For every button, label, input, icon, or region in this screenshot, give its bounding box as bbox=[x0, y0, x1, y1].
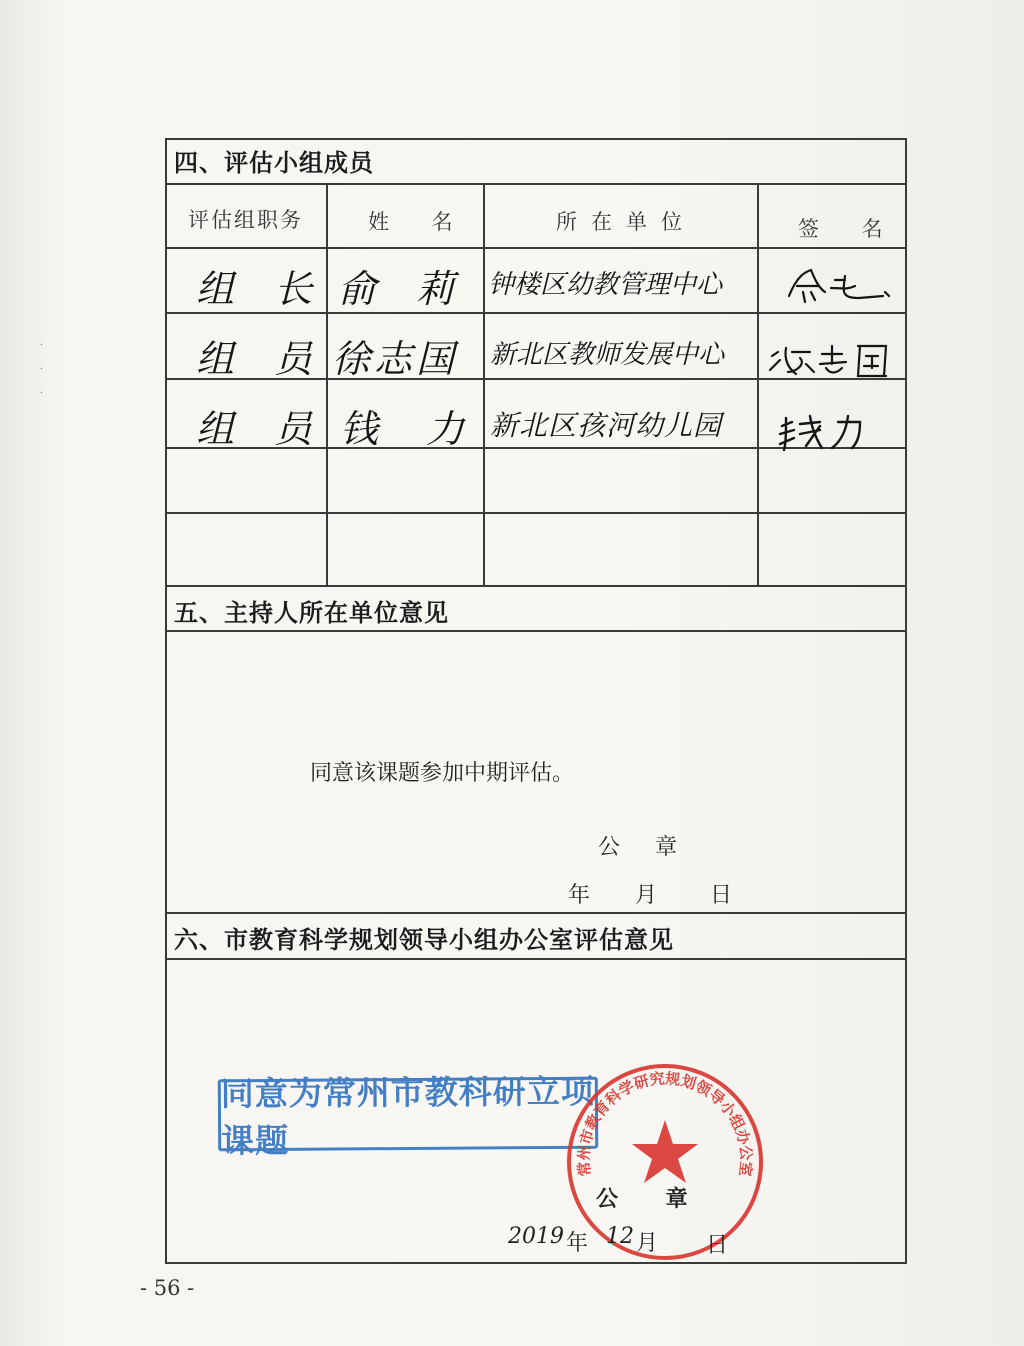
row-3-signature bbox=[776, 412, 866, 452]
row-2-role: 组 员 bbox=[196, 337, 327, 381]
unit-date-day: 日 bbox=[710, 883, 733, 908]
row-1-name: 俞 莉 bbox=[338, 267, 469, 311]
row-2-unit: 新北区教师发展中心 bbox=[490, 340, 725, 370]
office-date-month: 月 bbox=[636, 1231, 659, 1256]
office-date-day: 日 bbox=[706, 1233, 729, 1258]
seal-arc-text: 常州市教育科学研究规划领导小组办公室 bbox=[574, 1069, 756, 1178]
office-seal-label: 公 章 bbox=[596, 1187, 708, 1212]
page-number: - 56 - bbox=[140, 1276, 195, 1300]
official-seal bbox=[560, 1052, 770, 1262]
row-2-signature bbox=[766, 338, 896, 382]
row-1-role: 组 长 bbox=[196, 267, 327, 311]
section-6-title: 六、市教育科学规划领导小组办公室评估意见 bbox=[174, 926, 674, 954]
section-6-title-divider bbox=[165, 958, 907, 960]
office-date-year: 年 bbox=[566, 1231, 589, 1256]
section-4-title: 四、评估小组成员 bbox=[174, 149, 374, 177]
unit-date-month: 月 bbox=[635, 883, 658, 908]
section-4-divider bbox=[165, 183, 907, 185]
margin-marks: · · · bbox=[40, 340, 44, 399]
header-row-divider bbox=[165, 247, 907, 249]
approval-stamp-text: 同意为常州市教科研立项课题 bbox=[220, 1071, 595, 1161]
unit-date-year: 年 bbox=[568, 883, 591, 908]
row-2-name: 徐志国 bbox=[332, 337, 459, 381]
table-top-border bbox=[165, 138, 907, 140]
office-date-year-hand: 2019 bbox=[508, 1224, 564, 1249]
header-unit: 所在单位 bbox=[556, 210, 696, 234]
unit-opinion-text: 同意该课题参加中期评估。 bbox=[310, 761, 575, 786]
section-5-title-divider bbox=[165, 630, 907, 632]
office-date-month-hand: 12 bbox=[606, 1224, 634, 1249]
col-divider-3 bbox=[757, 183, 759, 585]
table-right-border bbox=[905, 138, 907, 1264]
row-3-name: 钱 力 bbox=[340, 407, 483, 451]
section-5-title: 五、主持人所在单位意见 bbox=[174, 599, 449, 627]
table-left-border bbox=[165, 138, 167, 1264]
col-divider-2 bbox=[483, 183, 485, 585]
row-divider-4 bbox=[165, 512, 907, 514]
approval-stamp bbox=[218, 1071, 598, 1161]
header-role: 评估组职务 bbox=[188, 208, 303, 232]
row-3-role: 组 员 bbox=[196, 407, 327, 451]
row-3-unit: 新北区孩河幼儿园 bbox=[490, 409, 723, 442]
unit-seal-label: 公 章 bbox=[598, 835, 691, 860]
row-1-signature bbox=[785, 266, 895, 306]
section-5-divider bbox=[165, 585, 907, 587]
table-bottom-border bbox=[165, 1262, 907, 1264]
header-signature: 签 名 bbox=[798, 217, 901, 241]
header-name: 姓 名 bbox=[368, 210, 471, 234]
section-6-divider bbox=[165, 912, 907, 914]
row-1-unit: 钟楼区幼教管理中心 bbox=[488, 270, 723, 300]
col-divider-1 bbox=[326, 183, 328, 585]
